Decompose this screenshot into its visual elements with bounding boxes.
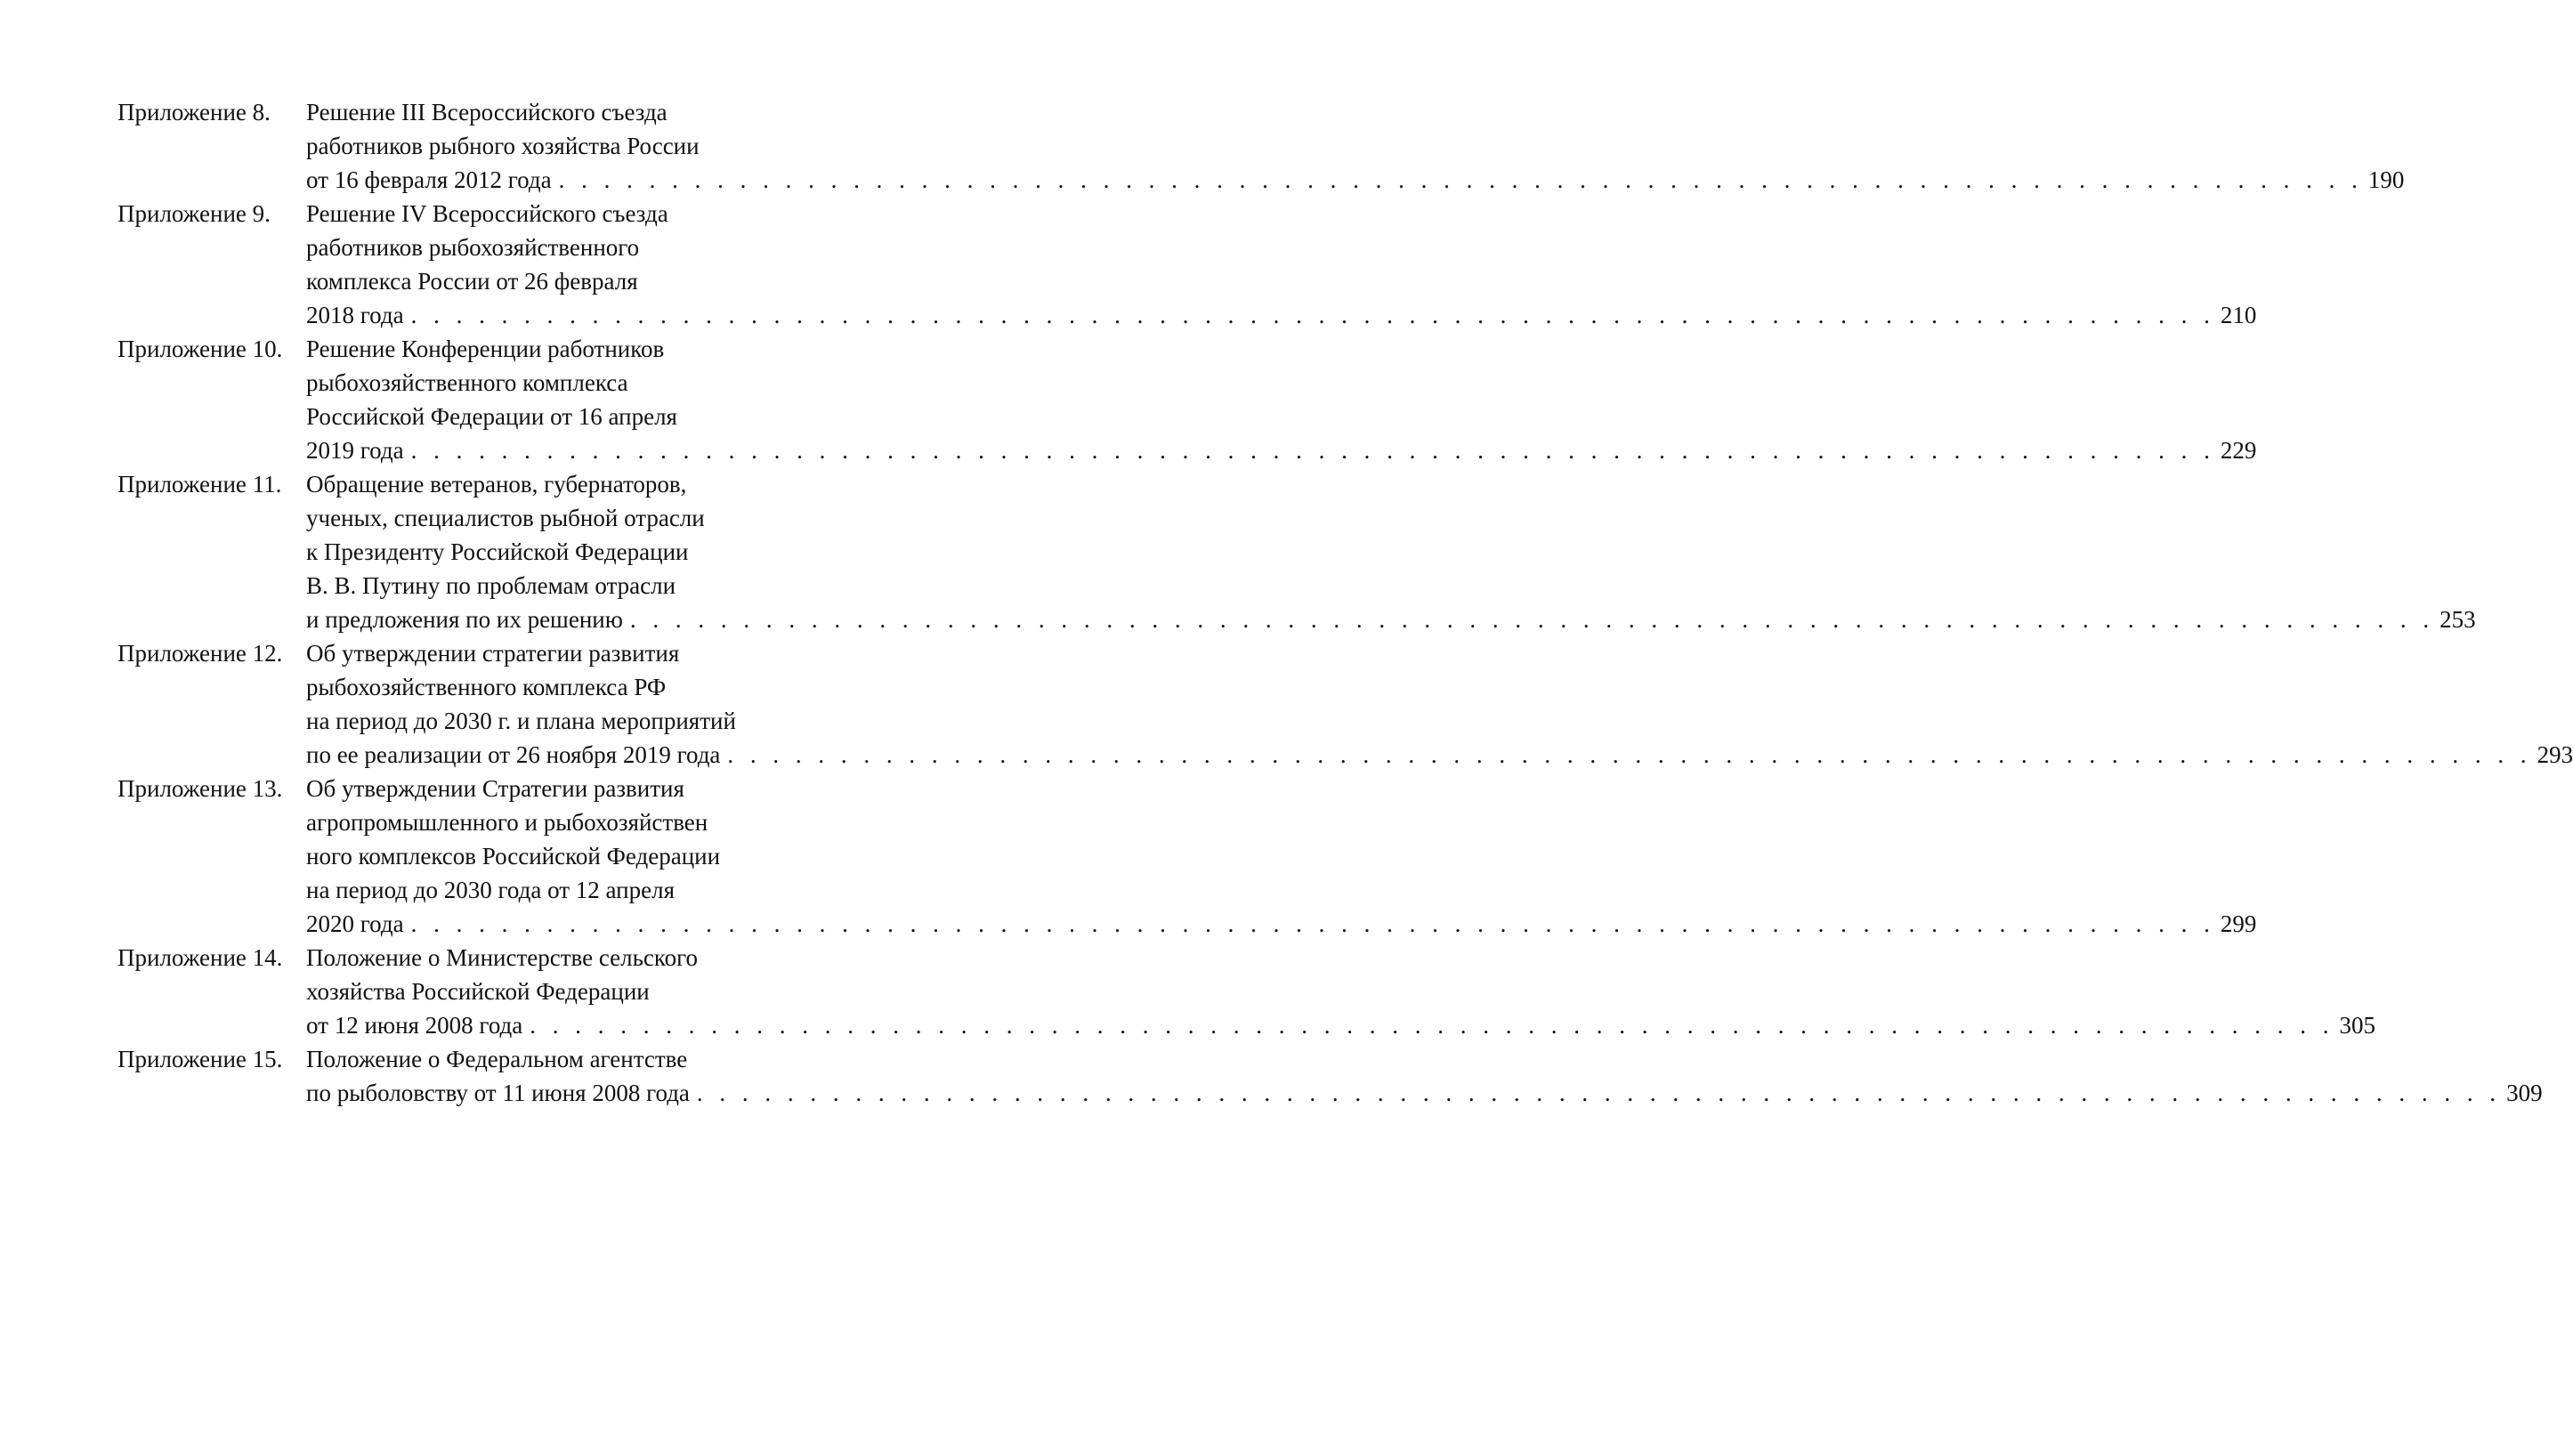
toc-page-number: 299 — [2220, 910, 2257, 937]
dot-leader: . . . . . . . . . . . . . . . . . . . . . . . . . . . . . . . . . . . . . . . . . . . . . . . . . . . . . . . . . . . . . . . . . . . . . . . . . . . . . . . . — [410, 302, 2215, 328]
toc-title-last-line — [306, 907, 2257, 941]
toc-title-line: Решение IV Всероссийского съезда — [306, 200, 668, 227]
toc-page-number: 305 — [2339, 1012, 2376, 1039]
toc-title-last-line — [306, 298, 2257, 332]
table-of-contents — [117, 95, 2573, 1110]
toc-title-line: работников рыбного хозяйства России — [306, 133, 700, 159]
toc-title-line: Положение о Министерстве сельского — [306, 944, 699, 971]
toc-entry-title — [306, 467, 2476, 636]
toc-entry-title — [306, 941, 2376, 1042]
toc-title-line: В. В. Путину по проблемам отрасли — [306, 572, 676, 599]
toc-title-line: по рыболовству от 11 июня 2008 года — [306, 1080, 690, 1106]
toc-entry-label: Приложение 8. — [117, 99, 271, 125]
toc-title-line: Обращение ветеранов, губернаторов, — [306, 471, 687, 497]
toc-title-line: и предложения по их решению — [306, 606, 623, 633]
dot-leader: . . . . . . . . . . . . . . . . . . . . . . . . . . . . . . . . . . . . . . . . . . . . . . . . . . . . . . . . . . . . . . . . . . . . . . . . . . . . . . . . — [530, 1012, 2334, 1039]
toc-title-line: Решение Конференции работников — [306, 336, 665, 362]
toc-title-line: на период до 2030 г. и плана мероприятий — [306, 708, 736, 734]
toc-entry-label: Приложение 14. — [117, 944, 283, 971]
toc-entry-title — [306, 636, 2573, 772]
dot-leader: . . . . . . . . . . . . . . . . . . . . . . . . . . . . . . . . . . . . . . . . . . . . . . . . . . . . . . . . . . . . . . . . . . . . . . . . . . . . . . . . — [410, 437, 2215, 464]
toc-title-line: Об утверждении стратегии развития — [306, 640, 680, 667]
toc-title-line: к Президенту Российской Федерации — [306, 538, 689, 565]
toc-title-line: ученых, специалистов рыбной отрасли — [306, 505, 705, 531]
toc-title-line: ного комплексов Российской Федерации — [306, 843, 721, 870]
toc-entry — [117, 332, 2257, 467]
dot-leader: . . . . . . . . . . . . . . . . . . . . . . . . . . . . . . . . . . . . . . . . . . . . . . . . . . . . . . . . . . . . . . . . . . . . . . . . . . . . . . . . — [696, 1080, 2502, 1106]
toc-title-line: работников рыбохозяйственного — [306, 234, 640, 261]
toc-title-line: по ее реализации от 26 ноября 2019 года — [306, 741, 721, 768]
toc-entry-label: Приложение 15. — [117, 1046, 283, 1072]
toc-title-last-line — [306, 163, 2405, 197]
dot-leader: . . . . . . . . . . . . . . . . . . . . . . . . . . . . . . . . . . . . . . . . . . . . . . . . . . . . . . . . . . . . . . . . . . . . . . . . . . . . . . . . — [727, 741, 2532, 768]
toc-title-line: агропромышленного и рыбохозяйствен — [306, 809, 708, 836]
toc-entry — [117, 772, 2257, 941]
toc-entry — [117, 636, 2573, 772]
toc-title-last-line — [306, 603, 2476, 636]
toc-page-number: 210 — [2220, 302, 2257, 328]
toc-entry — [117, 1042, 2543, 1110]
toc-title-line: Положение о Федеральном агентстве — [306, 1046, 688, 1072]
toc-title-line: на период до 2030 года от 12 апреля — [306, 877, 676, 903]
toc-title-line: Об утверждении Стратегии развития — [306, 775, 684, 802]
toc-entry — [117, 941, 2376, 1042]
toc-title-line: 2018 года — [306, 302, 404, 328]
dot-leader: . . . . . . . . . . . . . . . . . . . . . . . . . . . . . . . . . . . . . . . . . . . . . . . . . . . . . . . . . . . . . . . . . . . . . . . . . . . . . . . . — [629, 606, 2435, 633]
toc-entry-title — [306, 197, 2257, 332]
toc-entry-label: Приложение 12. — [117, 640, 283, 667]
toc-entry-title — [306, 1042, 2543, 1110]
toc-title-last-line — [306, 433, 2257, 467]
toc-title-line: от 16 февраля 2012 года — [306, 166, 552, 193]
toc-page-number: 253 — [2439, 606, 2476, 633]
toc-entry — [117, 467, 2476, 636]
dot-leader: . . . . . . . . . . . . . . . . . . . . . . . . . . . . . . . . . . . . . . . . . . . . . . . . . . . . . . . . . . . . . . . . . . . . . . . . . . . . . . . . — [410, 910, 2215, 937]
toc-entry-title — [306, 95, 2405, 197]
toc-page-number: 293 — [2537, 741, 2573, 768]
toc-entry — [117, 95, 2405, 197]
toc-entry-title — [306, 332, 2257, 467]
toc-title-line: хозяйства Российской Федерации — [306, 978, 650, 1005]
toc-page-number: 309 — [2506, 1080, 2543, 1106]
toc-title-line: рыбохозяйственного комплекса РФ — [306, 674, 667, 700]
toc-title-line: комплекса России от 26 февраля — [306, 268, 638, 295]
toc-title-last-line — [306, 738, 2573, 772]
toc-title-line: 2019 года — [306, 437, 404, 464]
toc-page-number: 229 — [2220, 437, 2257, 464]
toc-entry-title — [306, 772, 2257, 941]
toc-title-line: рыбохозяйственного комплекса — [306, 369, 628, 396]
toc-title-line: Российской Федерации от 16 апреля — [306, 403, 677, 430]
toc-title-last-line — [306, 1076, 2543, 1110]
toc-title-line: 2020 года — [306, 910, 404, 937]
toc-entry-label: Приложение 13. — [117, 775, 283, 802]
toc-entry — [117, 197, 2257, 332]
toc-entry-label: Приложение 9. — [117, 200, 271, 227]
toc-entry-label: Приложение 10. — [117, 336, 283, 362]
dot-leader: . . . . . . . . . . . . . . . . . . . . . . . . . . . . . . . . . . . . . . . . . . . . . . . . . . . . . . . . . . . . . . . . . . . . . . . . . . . . . . . . — [558, 166, 2363, 193]
toc-entry-label: Приложение 11. — [117, 471, 282, 497]
toc-title-last-line — [306, 1008, 2376, 1042]
toc-title-line: от 12 июня 2008 года — [306, 1012, 523, 1039]
toc-page-number: 190 — [2367, 166, 2405, 193]
toc-title-line: Решение III Всероссийского съезда — [306, 99, 668, 125]
